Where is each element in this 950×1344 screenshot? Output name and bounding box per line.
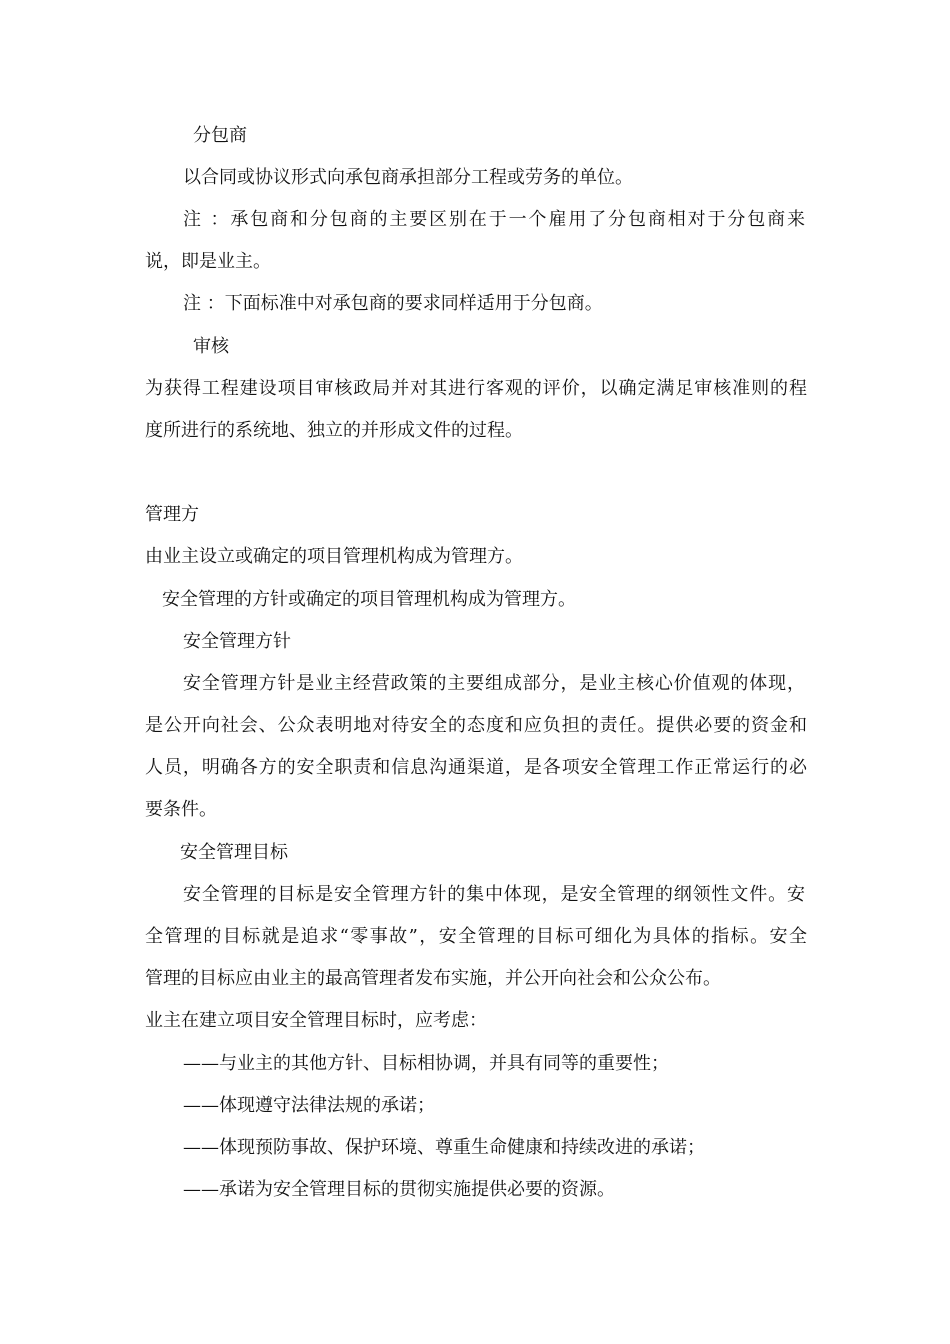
note-line: 说，即是业主。 (145, 251, 271, 272)
paragraph-line: 安全管理的目标是安全管理方针的集中体现，是安全管理的纲领性文件。安 (183, 884, 805, 905)
note-line: 注 ：承包商和分包商的主要区别在于一个雇用了分包商相对于分包商来 (183, 209, 805, 230)
list-item: ——体现遵守法律法规的承诺； (183, 1095, 435, 1116)
term-heading-safety-objective: 安全管理目标 (180, 842, 288, 863)
list-item: ——体现预防事故、保护环境、尊重生命健康和持续改进的承诺； (183, 1137, 705, 1158)
paragraph-line: 全管理的目标就是追求“零事故”，安全管理的目标可细化为具体的指标。安全 (145, 926, 807, 947)
definition-line: 由业主设立或确定的项目管理机构成为管理方。 (145, 546, 523, 567)
definition-line: 为获得工程建设项目审核政局并对其进行客观的评价，以确定满足审核准则的程 (145, 378, 807, 399)
term-heading-audit: 审核 (193, 336, 229, 357)
paragraph-line: 管理的目标应由业主的最高管理者发布实施，并公开向社会和公众公布。 (145, 968, 721, 989)
definition-line: 以合同或协议形式向承包商承担部分工程或劳务的单位。 (183, 167, 633, 188)
term-heading-safety-policy: 安全管理方针 (183, 631, 291, 652)
paragraph-line: 安全管理方针是业主经营政策的主要组成部分，是业主核心价值观的体现， (183, 673, 805, 694)
paragraph-line: 要条件。 (145, 799, 217, 820)
list-item: ——与业主的其他方针、目标相协调，并具有同等的重要性； (183, 1053, 669, 1074)
paragraph-line: 是公开向社会、公众表明地对待安全的态度和应负担的责任。提供必要的资金和 (145, 715, 807, 736)
term-heading-subcontractor: 分包商 (193, 125, 247, 146)
definition-line: 度所进行的系统地、独立的并形成文件的过程。 (145, 420, 523, 441)
list-item: ——承诺为安全管理目标的贯彻实施提供必要的资源。 (183, 1179, 615, 1200)
note-line: 注 ：下面标准中对承包商的要求同样适用于分包商。 (183, 293, 603, 314)
paragraph-line: 业主在建立项目安全管理目标时，应考虑： (145, 1010, 487, 1031)
term-heading-management-party: 管理方 (145, 504, 199, 525)
definition-line: 安全管理的方针或确定的项目管理机构成为管理方。 (162, 589, 576, 610)
paragraph-line: 人员，明确各方的安全职责和信息沟通渠道，是各项安全管理工作正常运行的必 (145, 757, 807, 778)
